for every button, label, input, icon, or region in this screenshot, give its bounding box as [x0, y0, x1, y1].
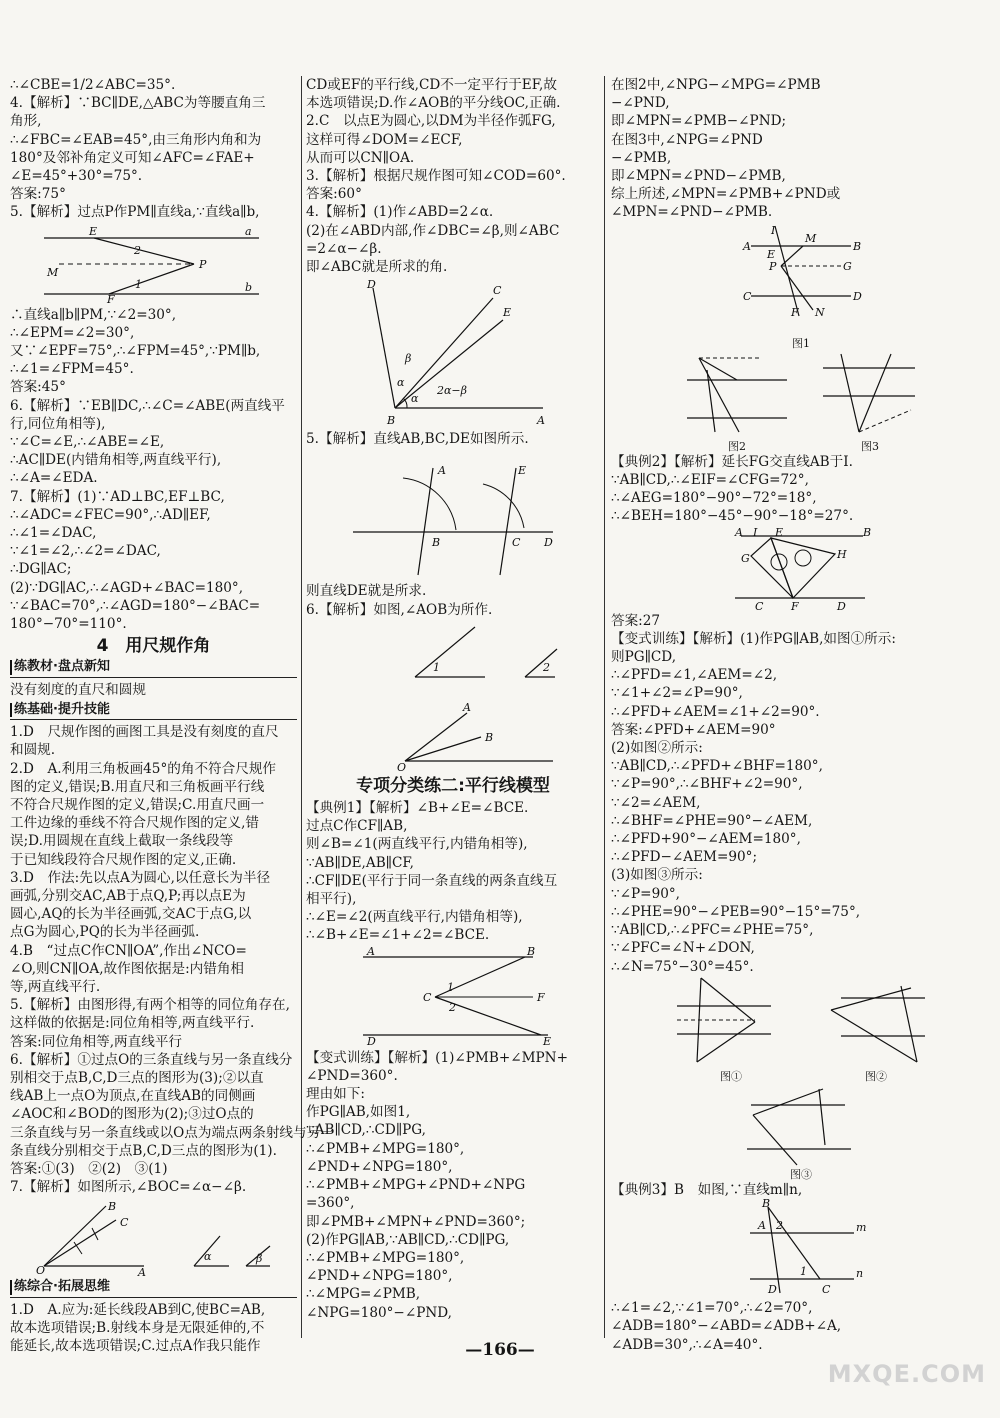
text-line: (2)在∠ABD内部,作∠DBC=∠β,则∠ABC	[306, 222, 560, 239]
text-line: ∴∠CBE=1/2∠ABC=35°.	[10, 77, 176, 93]
text-line: ∴∠N=75°−30°=45°.	[611, 958, 754, 975]
fig-label: A	[537, 414, 545, 428]
text-line: ∴∠1=∠2,∵∠1=70°,∴∠2=70°,	[611, 1300, 813, 1317]
text-block	[10, 306, 297, 634]
topic-title: 专项分类练二:平行线模型	[356, 775, 550, 796]
figure-caption: 图②	[865, 1069, 887, 1083]
fig-label: G	[741, 551, 750, 565]
text-line: 不符合尺规作图的定义,错误;C.用直尺画一	[10, 796, 265, 813]
text-line: 误;D.用圆规在直线上截取一条线段等	[10, 833, 234, 850]
figure-circled-1	[671, 976, 791, 1066]
text-line: 【典例2】【解析】延长FG交直线AB于I.	[611, 453, 853, 470]
fig-label: m	[856, 1221, 867, 1235]
fig-label: O	[397, 760, 407, 774]
figure-angle-2a-minus-b	[353, 278, 553, 428]
text-block	[611, 612, 991, 976]
text-line: ∵∠C=∠E,∴∠ABE=∠E,	[10, 434, 165, 451]
fig-label: F	[537, 990, 545, 1004]
text-line: (2)∵DG∥AC,∴∠AGD+∠BAC=180°,	[10, 579, 244, 596]
fig-label: A	[438, 464, 446, 478]
text-line: ∵AB∥CD,∴CD∥PG,	[306, 1122, 426, 1139]
text-line: 条直线分别相交于点B,C,D三点的图形为(1).	[10, 1142, 277, 1159]
text-line: 【变式训练】【解析】(1)作PG∥AB,如图①所示:	[611, 630, 896, 647]
text-line: ∴∠PFD−∠AEM=90°;	[611, 849, 758, 866]
fig-label: n	[856, 1267, 864, 1281]
fig-label: F	[106, 292, 115, 306]
text-line: ∵AB∥CD,∴∠EIF=∠CFG=72°,	[611, 472, 809, 489]
text-line: 【典例1】【解析】∠B+∠E=∠BCE.	[306, 800, 529, 817]
figure-angle-construction-7	[34, 1198, 274, 1280]
fig-label: D	[837, 599, 846, 613]
text-line: 作PG∥AB,如图1,	[306, 1104, 411, 1121]
fig-label: C	[423, 990, 432, 1004]
text-line: 3.D 作法:先以点A为圆心,以任意长为半径	[10, 869, 271, 886]
fig-label: α	[397, 376, 405, 390]
fig-label: β	[405, 352, 412, 366]
fig-label: P	[769, 259, 777, 273]
fig-label: B	[485, 730, 494, 744]
text-line: ∵∠PFC=∠N+∠DON,	[611, 940, 755, 957]
fig-label: 2	[776, 1219, 783, 1233]
text-block	[306, 76, 600, 276]
text-line: 5.【解析】过点P作PM∥直线a,∵直线a∥b,	[10, 204, 260, 221]
text-line: 4.B “过点C作CN∥OA”,作出∠NCO=	[10, 942, 247, 959]
text-line: 5.【解析】由图形得,有两个相等的同位角存在,	[10, 997, 290, 1014]
text-line: ∴∠PFD=∠1,∠AEM=∠2,	[611, 667, 778, 684]
text-line: 3.【解析】根据尺规作图可知∠COD=60°.	[306, 168, 566, 185]
text-line: ∵∠P=90°,∴∠BHF+∠2=90°,	[611, 776, 803, 793]
text-line: 行,同位角相等),	[10, 415, 106, 432]
text-line: 即∠MPN=∠PMB−∠PND;	[611, 113, 787, 130]
figure-2-wrapper	[677, 350, 797, 453]
figure-caption: 图2	[728, 439, 746, 453]
text-line: ∵∠2=∠AEM,	[611, 794, 701, 811]
text-line: ∴∠BHF=∠PHE=90°−∠AEM,	[611, 812, 813, 829]
text-line: ∴∠E=∠2(两直线平行,内错角相等),	[306, 909, 523, 926]
figure-circled-2	[821, 976, 931, 1066]
fig-label: B	[762, 1197, 771, 1211]
text-line: 综上所述,∠MPN=∠PMB+∠PND或	[611, 186, 841, 203]
text-line: 【典例3】B 如图,∵直线m∥n,	[611, 1181, 803, 1198]
fig-label: C	[822, 1283, 831, 1297]
figure-example-3	[736, 1197, 867, 1297]
section-header: 练综合·拓展思维	[10, 1278, 297, 1297]
text-line: ∴∠PMB+∠MPG=180°,	[306, 1140, 465, 1157]
text-line: 2.C 以点E为圆心,以DM为半径作弧FG,	[306, 113, 556, 130]
text-line: ∴∠1=∠FPM=45°.	[10, 361, 134, 378]
fig-label: E	[518, 464, 527, 478]
section-header: 练教材·盘点新知	[10, 658, 297, 677]
text-line: 工件边缘的垂线不符合尺规作图的定义,错	[10, 815, 260, 832]
text-line: ∠PND+∠NPG=180°,	[306, 1268, 453, 1285]
text-line: ∠AOC和∠BOD的图形为(2);③过O点的	[10, 1106, 254, 1123]
text-line: 180°及邻补角定义可知∠AFC=∠FAE+	[10, 149, 255, 166]
text-line: 图的定义,错误;B.用直尺和三角板画平行线	[10, 778, 265, 795]
text-line: 4.【解析】∵BC∥DE,△ABC为等腰直角三	[10, 95, 266, 112]
text-line: CD或EF的平行线,CD不一定平行于EF,故	[306, 77, 557, 93]
text-block	[611, 76, 991, 222]
fig-label: B	[107, 1200, 116, 1214]
text-line: 6.【解析】∵EB∥DC,∴∠C=∠ABE(两直线平	[10, 397, 285, 414]
fig-label: 2	[133, 243, 141, 257]
fig-label: 1	[447, 980, 454, 994]
text-line: 7.【解析】(1)∵AD⊥BC,EF⊥BC,	[10, 488, 225, 505]
text-line: 答案:60°	[306, 186, 362, 203]
figure-caption: 图①	[720, 1069, 742, 1083]
text-line: 180°−70°=110°.	[10, 616, 127, 633]
fig-label: 1	[800, 1265, 807, 1279]
text-line: 6.【解析】如图,∠AOB为所作.	[306, 601, 493, 618]
text-line: 5.【解析】直线AB,BC,DE如图所示.	[306, 431, 529, 448]
figure-parallel-construction-5	[348, 450, 558, 580]
fig-label: B	[387, 414, 396, 428]
fig-label: E	[767, 247, 776, 261]
figure-example-2	[731, 525, 872, 613]
text-line: 没有刻度的直尺和圆规	[10, 681, 146, 698]
text-line: ∵AB∥CD,∴∠PFD+∠BHF=180°,	[611, 758, 823, 775]
text-line: 则PG∥CD,	[611, 649, 677, 666]
fig-label: E	[543, 1034, 552, 1048]
text-line: 等,两直线平行.	[10, 978, 101, 995]
text-line: ∴AC∥DE(内错角相等,两直线平行),	[10, 452, 222, 469]
text-block	[611, 1181, 991, 1199]
text-line: 能延长,故本选项错误;C.过点A作我只能作	[10, 1337, 261, 1354]
fig-label: B	[863, 525, 872, 539]
text-line: =360°,	[306, 1195, 355, 1212]
figure-caption: 图③	[790, 1167, 812, 1181]
text-line: ∵∠1+∠2=∠P=90°,	[611, 685, 743, 702]
text-line: ∴∠1=∠DAC,	[10, 525, 97, 542]
figure-caption: 图1	[792, 336, 810, 350]
text-line: 从而可以CN∥OA.	[306, 149, 415, 166]
figure-angle-aob	[343, 621, 563, 774]
text-line: 1.D A.应为:延长线段AB到C,使BC=AB,	[10, 1301, 266, 1318]
text-line: (2)如图②所示:	[611, 740, 703, 757]
fig-label: α	[411, 392, 419, 406]
fig-label: B	[853, 239, 862, 253]
fig-label: A	[463, 700, 471, 714]
text-line: 即∠PMB+∠MPN+∠PND=360°;	[306, 1213, 526, 1230]
text-line: ∴∠ADC=∠FEC=90°,∴AD∥EF,	[10, 506, 211, 523]
text-line: 则∠B=∠1(两直线平行,内错角相等),	[306, 836, 528, 853]
text-block	[306, 582, 600, 618]
text-line: ∠E=45°+30°=75°.	[10, 168, 143, 185]
column-divider	[604, 76, 605, 1338]
text-line: ∴∠PFD+∠AEM=∠1+∠2=90°.	[611, 703, 820, 720]
fig-label: A	[137, 1266, 146, 1280]
fig-label: A	[735, 525, 743, 539]
text-line: ∴∠B+∠E=∠1+∠2=∠BCE.	[306, 927, 490, 944]
lesson-title: 4 用尺规作角	[96, 636, 211, 657]
text-line: 7.【解析】如图所示,∠BOC=∠α−∠β.	[10, 1179, 247, 1196]
text-line: 画弧,分别交AC,AB于点Q,P;再以点E为	[10, 887, 246, 904]
column-divider	[301, 76, 302, 1338]
text-line: 即∠MPN=∠PND−∠PMB,	[611, 168, 786, 185]
text-line: (2)作PG∥AB,∵AB∥CD,∴CD∥PG,	[306, 1231, 510, 1248]
text-line: 于已知线段符合尺规作图的定义,正确.	[10, 851, 237, 868]
fig-label: 2	[543, 660, 550, 674]
text-line: 又∵∠EPF=75°,∴∠FPM=45°,∵PM∥b,	[10, 343, 261, 360]
text-line: ∵∠P=90°,	[611, 885, 680, 902]
fig-label: D	[853, 289, 862, 303]
fig-label: F	[791, 599, 799, 613]
fig-label: β	[255, 1252, 262, 1266]
fig-label: B	[527, 944, 536, 958]
figure-a-wrapper	[671, 976, 791, 1083]
fig-label: D	[768, 1283, 777, 1297]
fig-label: A	[367, 944, 375, 958]
figure-circled-3	[741, 1085, 861, 1167]
text-line: ∵∠1=∠2,∴∠2=∠DAC,	[10, 543, 161, 560]
fig-label: I	[771, 223, 776, 237]
text-line: 角形,	[10, 113, 42, 130]
text-line: (3)如图③所示:	[611, 867, 703, 884]
text-line: ∴∠PFD+90°−∠AEM=180°,	[611, 831, 801, 848]
text-block	[306, 1049, 600, 1322]
figure-b-wrapper	[821, 976, 931, 1083]
fig-label: 2α−β	[437, 384, 468, 398]
figure-example-1	[353, 944, 553, 1048]
text-line: 1.D 尺规作图的画图工具是没有刻度的直尺	[10, 724, 279, 741]
text-line: ∴∠A=∠EDA.	[10, 470, 98, 487]
text-line: ∠PND+∠NPG=180°,	[306, 1158, 453, 1175]
fig-label: D	[544, 536, 553, 550]
fig-label: E	[88, 224, 97, 238]
fig-label: M	[805, 231, 817, 245]
text-line: 答案:27	[611, 612, 661, 629]
text-line: ∴CF∥DE(平行于同一条直线的两条直线互	[306, 872, 558, 889]
text-line: 三条直线与另一条直线或以O点为端点两条射线与另一	[10, 1124, 334, 1141]
text-line: 本选项错误;D.作∠AOB的平分线OC,正确.	[306, 95, 561, 112]
text-line: ∵AB∥CD,∴∠PFC=∠PHE=75°,	[611, 922, 814, 939]
section-header: 练基础·提升技能	[10, 701, 297, 720]
text-line: 答案:75°	[10, 186, 66, 203]
fig-label: A	[743, 239, 751, 253]
text-line: 圆心,AQ的长为半径画弧,交AC于点G,以	[10, 906, 252, 923]
fig-label: D	[367, 1034, 376, 1048]
fig-label: α	[203, 1250, 211, 1264]
figure-row	[611, 350, 991, 453]
text-line: 这样可得∠DOM=∠ECF,	[306, 131, 463, 148]
text-line: 6.【解析】①过点O的三条直线与另一条直线分	[10, 1051, 293, 1068]
fig-label: 2	[449, 1000, 456, 1014]
text-line: −∠PND,	[611, 95, 670, 112]
figure-3	[815, 350, 925, 436]
fig-label: E	[503, 306, 512, 320]
text-line: 故本选项错误;B.射线本身是无限延伸的,不	[10, 1319, 265, 1336]
text-line: ∵∠BAC=70°,∴∠AGD=180°−∠BAC=	[10, 597, 261, 614]
text-line: 即∠ABC就是所求的角.	[306, 259, 448, 276]
text-line: ∴∠PMB+∠MPG=180°,	[306, 1249, 465, 1266]
text-line: ∴直线a∥b∥PM,∵∠2=30°,	[10, 306, 177, 323]
figure-2	[677, 350, 797, 436]
text-line: 答案:①(3) ②(2) ③(1)	[10, 1160, 168, 1177]
text-line: ∴∠AEG=180°−90°−72°=18°,	[611, 490, 817, 507]
text-line: ∴∠PHE=90°−∠PEB=90°−15°=75°,	[611, 903, 861, 920]
text-block	[306, 430, 600, 448]
column-right	[611, 76, 991, 1354]
text-line: ∠NPG=180°−∠PND,	[306, 1304, 452, 1321]
fig-label: D	[367, 278, 376, 292]
text-block	[10, 76, 297, 222]
figure-parallel-lines-5	[39, 224, 269, 304]
fig-label: N	[815, 305, 825, 319]
text-line: ∠O,则CN∥OA,故作图依据是:内错角相	[10, 960, 245, 977]
text-line: ∠ADB=180°−∠ABD=∠ADB+∠A,	[611, 1318, 842, 1335]
text-line: 答案:∠PFD+∠AEM=90°	[611, 721, 776, 738]
text-line: ∴∠EPM=∠2=30°,	[10, 324, 135, 341]
figure-row	[611, 976, 991, 1083]
text-line: ∠ADB=30°,∴∠A=40°.	[611, 1336, 763, 1353]
text-line: 则直线DE就是所求.	[306, 583, 427, 600]
text-line: 相平行),	[306, 891, 357, 908]
fig-label: 1	[134, 277, 142, 291]
text-line: =2∠α−∠β.	[306, 240, 382, 257]
text-line: 线AB上一点O为顶点,在直线AB的同侧画	[10, 1088, 256, 1105]
fig-label: C	[493, 284, 502, 298]
text-line: 过点C作CF∥AB,	[306, 818, 408, 835]
fig-label: C	[512, 536, 521, 550]
figure-1	[741, 224, 861, 336]
fig-label: F	[791, 305, 799, 319]
fig-label: C	[119, 1216, 128, 1230]
text-line: ∠PND=360°.	[306, 1067, 398, 1084]
fig-label: M	[46, 265, 58, 279]
watermark-logo: MXQE.COM	[827, 1360, 986, 1388]
fig-label: E	[775, 525, 784, 539]
text-line: ∠MPN=∠PND−∠PMB.	[611, 204, 773, 221]
text-line: ∴∠MPG=∠PMB,	[306, 1286, 421, 1303]
text-line: 4.【解析】(1)作∠ABD=2∠α.	[306, 204, 494, 221]
page-number: —166—	[465, 1340, 535, 1360]
fig-label: I	[753, 525, 758, 539]
fig-label: 1	[433, 660, 440, 674]
text-line: 答案:45°	[10, 379, 66, 396]
fig-label: a	[244, 224, 252, 238]
text-line: 别相交于点B,C,D三点的图形为(3);②以直	[10, 1069, 264, 1086]
text-block	[306, 799, 600, 945]
figure-3-wrapper	[815, 350, 925, 453]
fig-label: B	[432, 536, 441, 550]
text-line: ∴∠FBC=∠EAB=45°,由三角形内角和为	[10, 131, 262, 148]
text-line: 【变式训练】【解析】(1)∠PMB+∠MPN+	[306, 1049, 568, 1066]
text-line: 点G为圆心,PQ的长为半径画弧.	[10, 924, 200, 941]
column-middle	[306, 76, 600, 1322]
fig-label: A	[758, 1219, 766, 1233]
fig-label: P	[198, 257, 206, 271]
text-line: ∴DG∥AC;	[10, 561, 72, 578]
text-line: 在图3中,∠NPG=∠PND	[611, 131, 763, 148]
text-line: ∴∠PMB+∠MPG+∠PND+∠NPG	[306, 1177, 526, 1194]
text-line: 这样做的依据是:同位角相等,两直线平行.	[10, 1015, 255, 1032]
fig-label: H	[837, 547, 847, 561]
fig-label: G	[843, 259, 852, 273]
fig-label: C	[755, 599, 764, 613]
text-line: 和圆规.	[10, 742, 56, 759]
text-line: 答案:同位角相等,两直线平行	[10, 1033, 183, 1050]
fig-label: O	[35, 1264, 45, 1278]
fig-label: C	[743, 289, 752, 303]
text-line: ∴∠BEH=180°−45°−90°−18°=27°.	[611, 508, 854, 525]
text-line: 2.D A.利用三角板画45°的角不符合尺规作	[10, 760, 277, 777]
text-line: ∵AB∥DE,AB∥CF,	[306, 854, 414, 871]
figure-caption: 图3	[861, 439, 879, 453]
text-block	[611, 453, 991, 526]
text-line: 在图2中,∠NPG−∠MPG=∠PMB	[611, 77, 821, 93]
text-line: 理由如下:	[306, 1086, 365, 1103]
fig-label: b	[244, 280, 252, 294]
text-line: −∠PMB,	[611, 149, 672, 166]
